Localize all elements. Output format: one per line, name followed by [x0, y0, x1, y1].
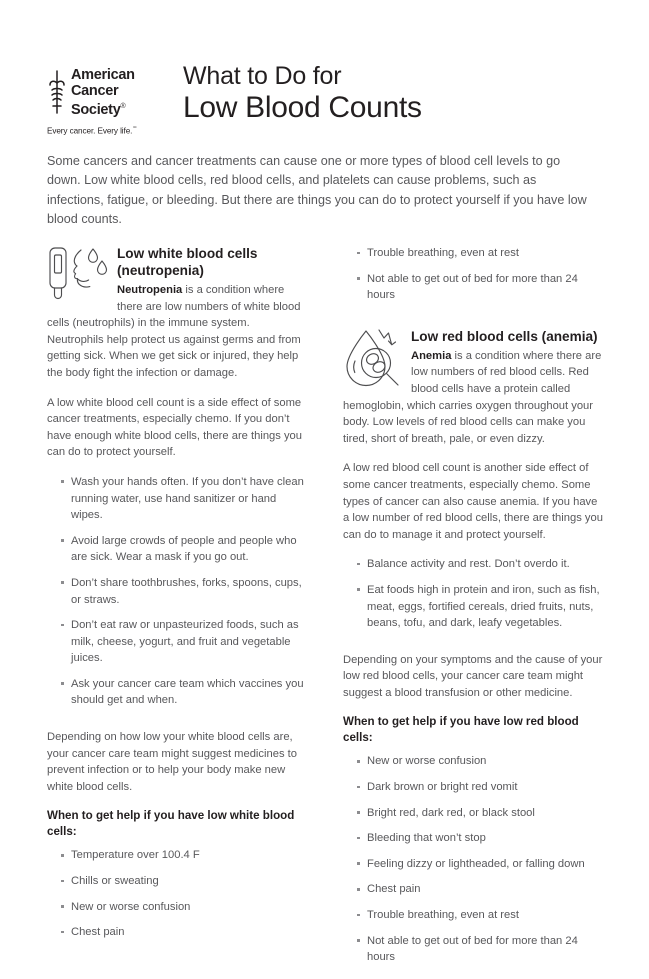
list-item: Chest pain [357, 881, 603, 898]
neutropenia-definition-rest: is a condition where there are low numbers of white blood cells (neutrophils) in the immune system. Neutrophils help protect us against germs and from getting sick. When we get sick or injured, they help the body fight the infection or damage. [47, 284, 301, 379]
list-item: Balance activity and rest. Don’t overdo it. [357, 556, 603, 573]
page-title-line-1: What to Do for [183, 62, 342, 90]
list-item: Feeling dizzy or lightheaded, or falling down [357, 856, 603, 873]
right-section-heading: Low red blood cells (anemia) [411, 328, 598, 344]
registered-mark: ® [120, 103, 126, 110]
right-column [343, 245, 603, 979]
list-item: Not able to get out of bed for more than 24 hours [357, 271, 603, 304]
list-item: Bleeding that won’t stop [357, 830, 603, 847]
acs-logo [47, 62, 159, 136]
white-cells-when-to-get-help-heading: When to get help if you have low white blood cells: [47, 809, 295, 839]
anemia-definition-rest: is a condition where there are low numbers of red blood cells. Red blood cells have a protein called hemoglobin, which carries oxygen throughout your body. Low levels of red blood cells can make you tired, short of breath, pale, or even dizzy. [343, 349, 602, 445]
list-item: Avoid large crowds of people and people who are sick. Wear a mask if you go out. [61, 533, 307, 566]
thermometer-sweating-face-icon [47, 246, 110, 310]
content-columns [47, 245, 603, 964]
white-cells-warning-signs-continued-list [343, 245, 603, 304]
list-item: Ask your cancer care team which vaccines you should get and when. [61, 676, 307, 709]
left-section-heading-line-2: (neutropenia) [117, 263, 204, 278]
list-item: Don’t eat raw or unpasteurized foods, such as milk, cheese, yogurt, and fruit and vegetable juices. [61, 617, 307, 667]
red-cells-warning-signs-list [343, 753, 603, 965]
list-item: Wash your hands often. If you don’t have clean running water, use hand sanitizer or hand wipes. [61, 474, 307, 524]
white-cells-tips-list [47, 474, 307, 709]
page-title [183, 62, 422, 124]
acs-logo-wordmark [71, 68, 135, 118]
list-item: Chills or sweating [61, 873, 307, 890]
red-cells-paragraph-3: Depending on your symptoms and the cause of your low red blood cells, your cancer care team might suggest a blood transfusion or other medicine. [343, 653, 603, 699]
service-mark: ℠ [132, 126, 138, 133]
logo-line-2: Cancer [71, 82, 119, 99]
list-item: Bright red, dark red, or black stool [357, 805, 603, 822]
white-cells-paragraph-3: Depending on how low your white blood cells are, your cancer care team might suggest medicines to prevent infection or to help your body make new white blood cells. [47, 731, 297, 793]
blood-drop-magnifier-icon [343, 328, 405, 394]
left-section-heading-line-1: Low white blood cells [117, 246, 258, 261]
left-column [47, 245, 307, 954]
neutropenia-term: Neutropenia [117, 284, 183, 296]
list-item: New or worse confusion [61, 899, 307, 916]
acs-tagline-text: Every cancer. Every life. [47, 127, 133, 137]
list-item: New or worse confusion [357, 753, 603, 770]
red-cells-when-to-get-help-heading: When to get help if you have low red blood cells: [343, 715, 579, 745]
list-item: Dark brown or bright red vomit [357, 779, 603, 796]
white-cells-paragraph-2: A low white blood cell count is a side effect of some cancer treatments, especially chemo. If you don’t have enough white blood cells, there are things you can do to protect yourself. [47, 396, 302, 459]
logo-line-3: Society [71, 101, 121, 118]
anemia-term: Anemia [411, 349, 452, 362]
list-item: Trouble breathing, even at rest [357, 907, 603, 924]
acs-tagline [47, 126, 159, 136]
list-item: Trouble breathing, even at rest [357, 245, 603, 262]
list-item: Don’t share toothbrushes, forks, spoons, cups, or straws. [61, 575, 307, 608]
document-header [47, 62, 607, 136]
list-item: Temperature over 100.4 F [61, 847, 307, 864]
list-item: Not able to get out of bed for more than 24 hours [357, 933, 603, 966]
list-item: Chest pain [61, 924, 307, 941]
white-cells-warning-signs-list [47, 847, 307, 940]
intro-paragraph: Some cancers and cancer treatments can cause one or more types of blood cell levels to go down. Low white blood cells, red blood cells, and platelets can cause problems, such as infections, fatigue, or bleeding. But there are things you can do to protect yourself if you have low blood counts. [47, 154, 587, 227]
red-cells-paragraph-2: A low red blood cell count is another side effect of some cancer treatments, especially chemo. Some types of cancer can also cause anemia. If you have a low number of red blood cells, there are things you can do to manage it and protect yourself. [343, 462, 603, 541]
page-title-line-2: Low Blood Counts [183, 91, 422, 124]
red-cells-tips-list [343, 556, 603, 631]
list-item: Eat foods high in protein and iron, such as fish, meat, eggs, fortified cereals, dried fruits, nuts, beans, tofu, and dark, leafy vegetables. [357, 582, 603, 632]
logo-line-1: American [71, 67, 135, 83]
caduceus-sword-icon [47, 69, 67, 115]
